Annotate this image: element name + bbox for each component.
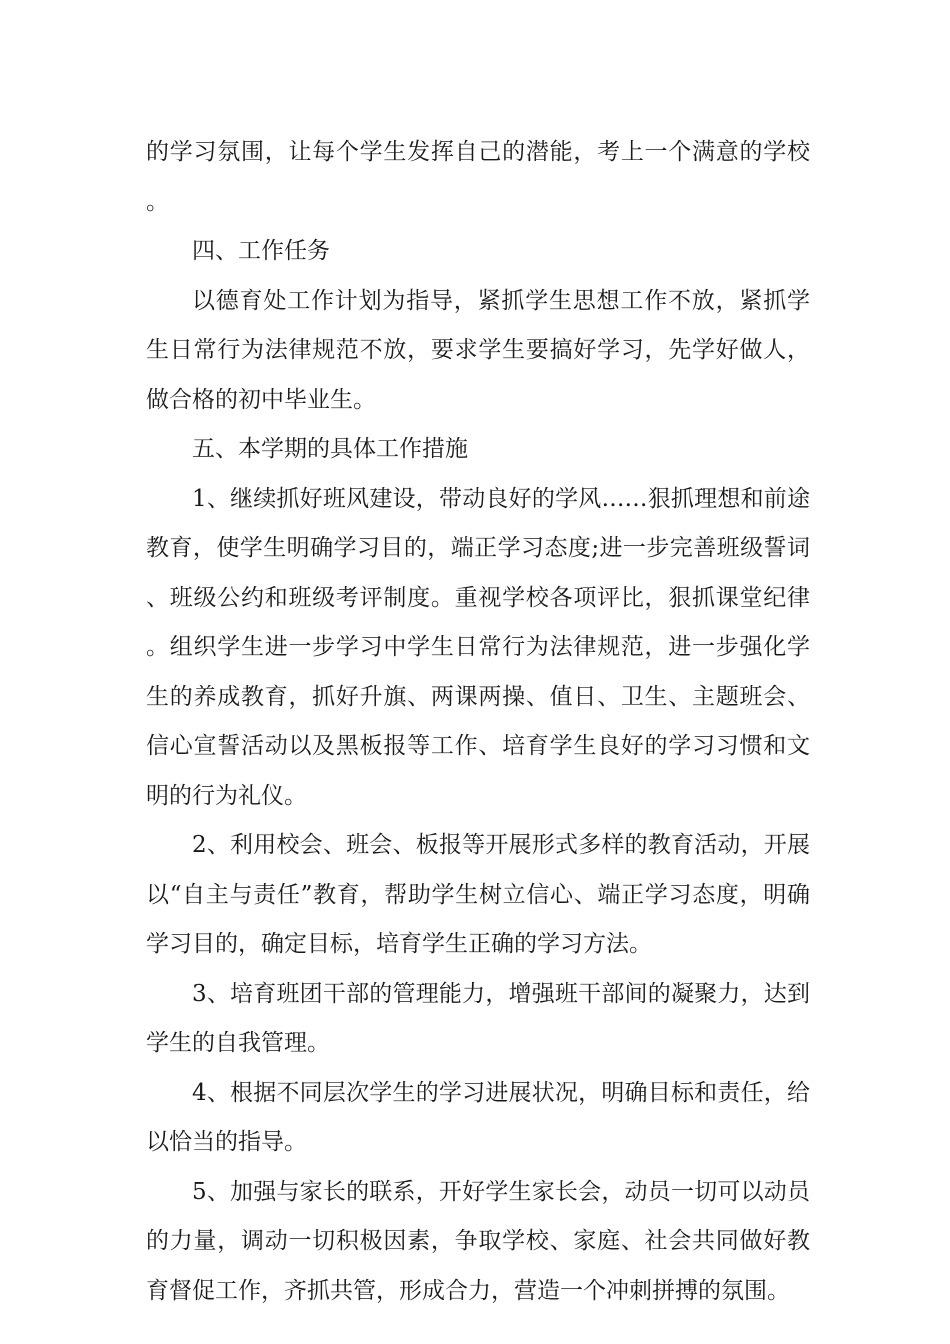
section-heading-measures: 五、本学期的具体工作措施 bbox=[192, 436, 468, 462]
list-item-measure-5: 5、加强与家长的联系，开好学生家长会，动员一切可以动员的力量，调动一切积极因素，争取学校、家庭、社会共同做好教育督促工作，齐抓共管，形成合力，营造一个冲刺拼搏的氛围。 bbox=[146, 1178, 810, 1304]
list-item-measure-3: 3、培育班团干部的管理能力，增强班干部间的凝聚力，达到学生的自我管理。 bbox=[146, 980, 810, 1056]
paragraph-work-tasks: 以德育处工作计划为指导，紧抓学生思想工作不放，紧抓学生日常行为法律规范不放，要求学生要搞好学习，先学好做人，做合格的初中毕业生。 bbox=[146, 287, 810, 413]
paragraph-continuation: 的学习氛围，让每个学生发挥自己的潜能，考上一个满意的学校。 bbox=[146, 139, 810, 215]
section-heading-work-tasks: 四、工作任务 bbox=[192, 238, 330, 264]
list-item-measure-1: 1、继续抓好班风建设，带动良好的学风……狠抓理想和前途教育，使学生明确学习目的，端正学习态度;进一步完善班级誓词、班级公约和班级考评制度。重视学校各项评比，狠抓课堂纪律。组织学生进一步学习中学生日常行为法律规范，进一步强化学生的养成教育，抓好升旗、两课两操、值日、卫生、主题班会、信心宣誓活动以及黑板报等工作、培育学生良好的学习习惯和文明的行为礼仪。 bbox=[146, 485, 810, 809]
document-body bbox=[146, 128, 810, 1316]
list-item-measure-4: 4、根据不同层次学生的学习进展状况，明确目标和责任，给以恰当的指导。 bbox=[146, 1079, 810, 1155]
list-item-measure-2: 2、利用校会、班会、板报等开展形式多样的教育活动，开展以“自主与责任”教育，帮助学生树立信心、端正学习态度，明确学习目的，确定目标，培育学生正确的学习方法。 bbox=[146, 832, 810, 957]
